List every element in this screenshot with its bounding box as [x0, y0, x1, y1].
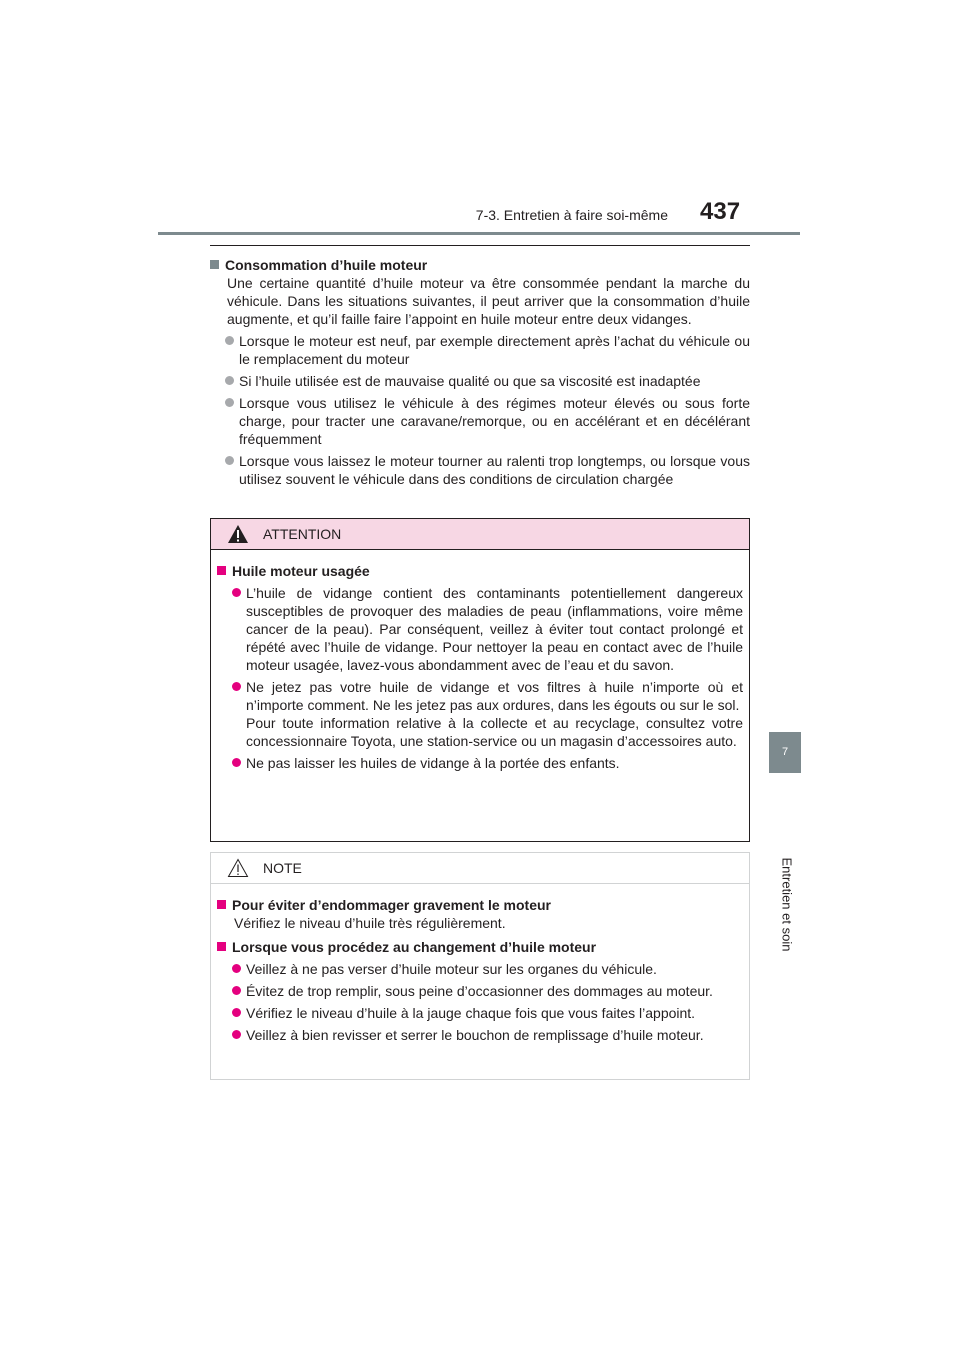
bullet-dot-icon	[232, 588, 241, 597]
list-item: L’huile de vidange contient des contaminants potentiellement dangereux susceptibles de provoquer des maladies de peau (inflammations, voire même cancer de la peau). Par conséquent, veillez à éviter tout contact prolongé et répété avec l’huile de vidange. Pour nettoyer la peau en contact avec de l’huile moteur usagée, lavez-vous abondamment avec de l’eau et du savon.	[217, 584, 743, 674]
note-section2-title: Lorsque vous procédez au changement d’huile moteur	[232, 939, 597, 955]
section-heading	[217, 896, 743, 914]
consumption-list	[210, 332, 750, 488]
bullet-dot-icon	[232, 1030, 241, 1039]
bullet-dot-icon	[232, 1008, 241, 1017]
note-box	[210, 852, 750, 1080]
note-list	[217, 960, 743, 1044]
attention-box	[210, 518, 750, 842]
header-divider	[210, 245, 750, 246]
section-intro: Une certaine quantité d’huile moteur va être consommée pendant la marche du véhicule. Dans les situations suivantes, il peut arriver que la consommation d’huile augmente, et qu’il faille faire l’appoint en huile moteur entre deux vidanges.	[227, 275, 750, 327]
bullet-dot-icon	[225, 376, 234, 385]
square-bullet-icon	[217, 566, 226, 575]
note-label: NOTE	[263, 860, 302, 876]
attention-list	[217, 584, 743, 772]
note-section1-text: Vérifiez le niveau d’huile très régulièrement.	[234, 915, 506, 931]
square-bullet-icon	[210, 260, 219, 269]
list-item: Veillez à bien revisser et serrer le bouchon de remplissage d’huile moteur.	[217, 1026, 743, 1044]
section-heading	[217, 562, 743, 580]
square-bullet-icon	[217, 942, 226, 951]
caution-triangle-icon	[227, 858, 249, 878]
list-item: Lorsque le moteur est neuf, par exemple directement après l’achat du véhicule ou le remplacement du moteur	[210, 332, 750, 368]
list-item: Ne pas laisser les huiles de vidange à la portée des enfants.	[217, 754, 743, 772]
main-section	[210, 256, 750, 492]
note-section1-title: Pour éviter d’endommager gravement le moteur	[232, 897, 551, 913]
chapter-tab-rule	[769, 772, 801, 773]
warning-triangle-icon	[227, 524, 249, 544]
bullet-dot-icon	[232, 986, 241, 995]
header-rule	[158, 232, 800, 235]
list-item: Évitez de trop remplir, sous peine d’occasionner des dommages au moteur.	[217, 982, 743, 1000]
bullet-dot-icon	[232, 682, 241, 691]
bullet-dot-icon	[232, 758, 241, 767]
chapter-tab: 7	[769, 732, 801, 772]
recycling-info: Pour toute information relative à la collecte et au recyclage, consultez votre concessionnaire Toyota, une station-service ou un magasin d’accessoires auto.	[246, 715, 743, 749]
bullet-dot-icon	[225, 398, 234, 407]
list-item: Ne jetez pas votre huile de vidange et vos filtres à huile n’importe où et n’importe comment. Ne les jetez pas aux ordures, dans les égouts ou sur le sol. Pour toute information relative à la collecte et au recyclage, consultez votre concessionnaire Toyota, une station-service ou un magasin d’accessoires auto.	[217, 678, 743, 750]
section-title: Consommation d’huile moteur	[225, 257, 428, 273]
bullet-dot-icon	[225, 456, 234, 465]
note-header	[211, 853, 749, 884]
section-heading	[217, 938, 743, 956]
bullet-dot-icon	[225, 336, 234, 345]
square-bullet-icon	[217, 900, 226, 909]
attention-label: ATTENTION	[263, 526, 342, 542]
attention-header	[211, 519, 749, 550]
page-number: 437	[700, 198, 741, 225]
list-item: Lorsque vous utilisez le véhicule à des régimes moteur élevés ou sous forte charge, pour tracter une caravane/remorque, ou en accélérant et en décélérant fréquemment	[210, 394, 750, 448]
list-item: Veillez à ne pas verser d’huile moteur sur les organes du véhicule.	[217, 960, 743, 978]
list-item: Lorsque vous laissez le moteur tourner au ralenti trop longtemps, ou lorsque vous utilisez souvent le véhicule dans des conditions de circulation chargée	[210, 452, 750, 488]
attention-title: Huile moteur usagée	[232, 563, 370, 579]
list-item: Si l’huile utilisée est de mauvaise qualité ou que sa viscosité est inadaptée	[210, 372, 750, 390]
header-section-title: 7-3. Entretien à faire soi-même	[475, 207, 668, 223]
bullet-dot-icon	[232, 964, 241, 973]
section-heading	[210, 256, 750, 274]
chapter-label: Entretien et soin	[779, 857, 795, 952]
list-item: Vérifiez le niveau d’huile à la jauge chaque fois que vous faites l’appoint.	[217, 1004, 743, 1022]
